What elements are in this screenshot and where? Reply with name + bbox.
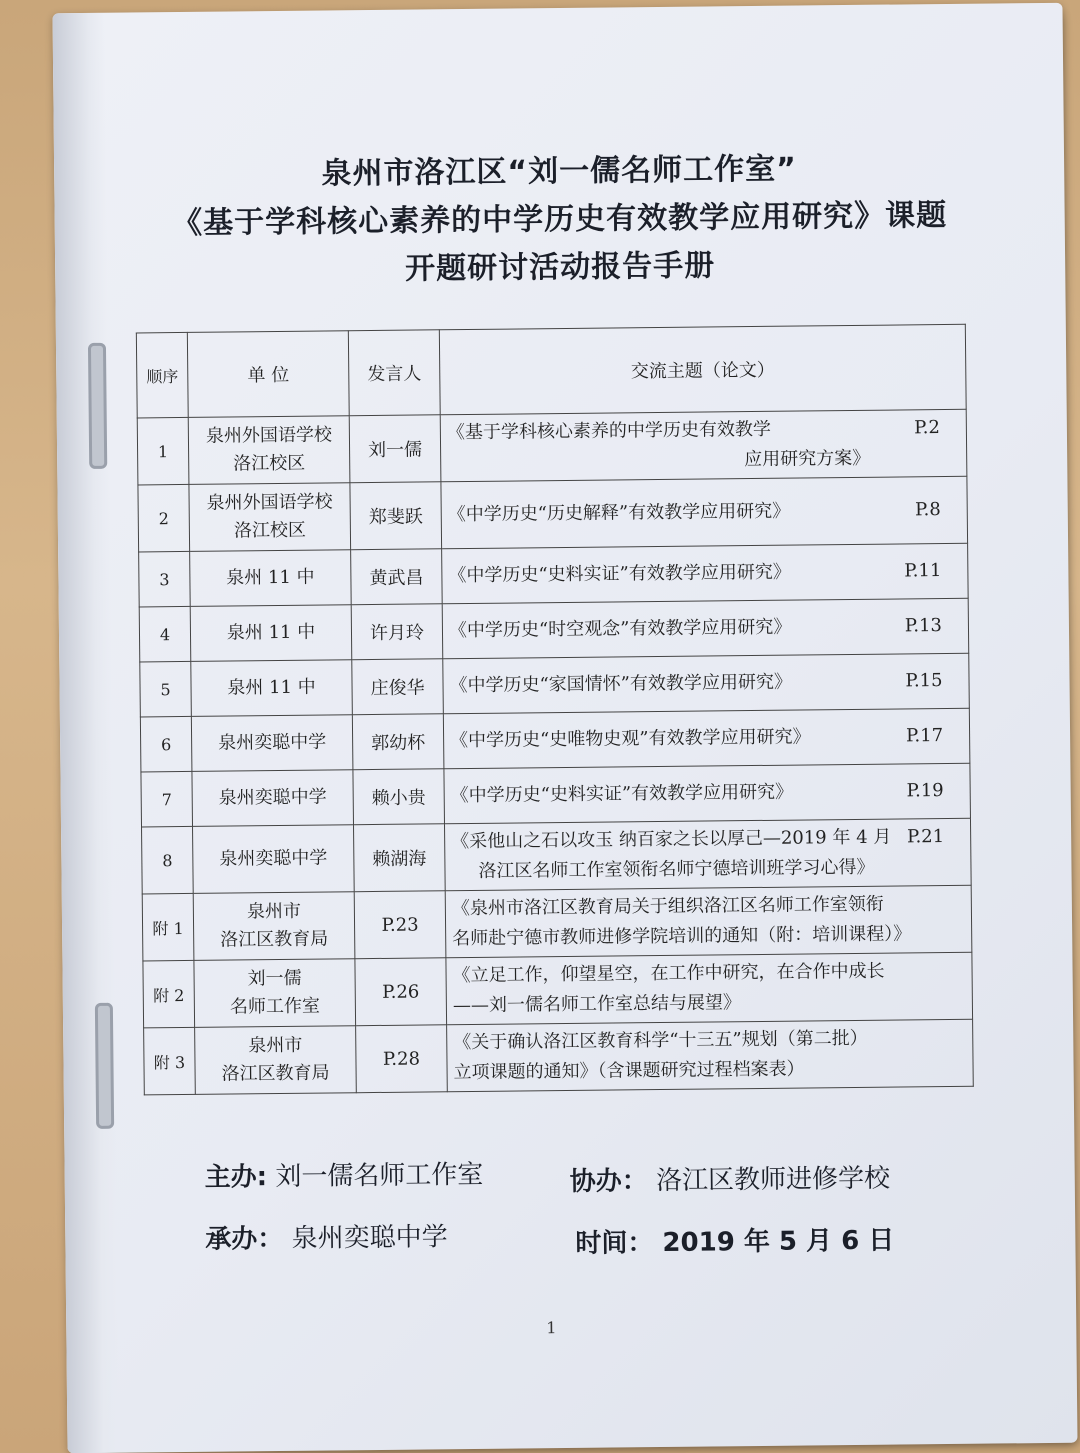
cell-topic — [440, 409, 967, 482]
unit-line-1: 泉州奕聪中学 — [218, 731, 327, 754]
page-number: 1 — [546, 1318, 557, 1338]
table-row — [143, 952, 973, 1028]
page-reference: P.17 — [905, 725, 944, 747]
unit-line-2: 洛江校区 — [233, 452, 306, 475]
page-reference: P.15 — [905, 670, 943, 692]
topic-line-1: 《中学历史“史唯物史观”有效教学应用研究》 — [450, 726, 811, 752]
host-line — [204, 1154, 483, 1194]
staple-bottom — [95, 1003, 114, 1129]
topic-line-2: 洛江区名师工作室领衔名师宁德培训班学习心得》 — [478, 856, 875, 882]
cell-topic — [446, 952, 973, 1025]
header-speaker: 发言人 — [348, 330, 440, 416]
cohost-line — [570, 1158, 891, 1198]
title-line-1: 泉州市洛江区“刘一儒名师工作室” — [321, 151, 798, 192]
cell-unit — [190, 550, 352, 607]
cohost-value: 洛江区教师进修学校 — [655, 1163, 891, 1197]
cell-unit — [193, 825, 355, 894]
page-reference: P.13 — [904, 615, 943, 637]
cell-topic — [441, 476, 968, 549]
title-line-3: 开题研讨活动报告手册 — [405, 248, 716, 287]
table-row — [142, 885, 972, 961]
cell-speaker: 庄俊华 — [352, 659, 444, 715]
cell-seq: 1 — [137, 417, 189, 485]
organizer-label: 承办： — [205, 1223, 284, 1255]
unit-line-2: 洛江区教育局 — [221, 1062, 330, 1085]
table-row — [138, 476, 968, 552]
page-reference: P.8 — [914, 499, 941, 521]
cell-unit — [191, 660, 353, 717]
cell-seq: 6 — [140, 716, 192, 772]
topic-line-1: 《中学历史“时空观念”有效教学应用研究》 — [448, 616, 792, 642]
cell-unit — [188, 416, 350, 485]
cell-speaker: P.28 — [356, 1025, 448, 1093]
cell-speaker: 赖湖海 — [354, 824, 446, 892]
cell-speaker: 许月玲 — [351, 604, 443, 660]
unit-line-1: 泉州市 — [246, 900, 302, 923]
table-row — [139, 598, 969, 662]
table-row — [137, 409, 967, 485]
cell-topic — [444, 818, 971, 891]
cell-speaker: 郑斐跃 — [350, 482, 442, 550]
cell-unit — [195, 1026, 357, 1095]
cell-speaker: 赖小贵 — [353, 769, 445, 825]
unit-line-1: 泉州 11 中 — [227, 676, 316, 699]
staple-top — [88, 343, 107, 469]
unit-line-2: 洛江校区 — [233, 519, 307, 542]
schedule-table-wrapper — [136, 324, 974, 1096]
header-topic: 交流主题（论文） — [439, 324, 966, 415]
cell-seq: 2 — [138, 484, 190, 552]
document-page — [52, 3, 1077, 1453]
title-line-2: 《基于学科核心素养的中学历史有效教学应用研究》课题 — [172, 197, 948, 242]
time-value: 2019 年 5 月 6 日 — [662, 1225, 895, 1259]
unit-line-1: 泉州奕聪中学 — [219, 847, 328, 870]
table-row — [142, 818, 972, 894]
cell-speaker: 郭幼杯 — [352, 714, 444, 770]
cell-topic — [443, 653, 970, 714]
footer — [64, 1148, 1074, 1259]
time-line — [575, 1220, 894, 1260]
cell-topic — [447, 1019, 974, 1092]
table-row — [144, 1019, 974, 1095]
cohost-label: 协办： — [569, 1166, 648, 1197]
unit-line-1: 泉州 11 中 — [226, 621, 316, 644]
topic-line-1: 《立足工作，仰望星空，在工作中研究，在合作中成长 — [452, 960, 885, 987]
topic-line-1: 《中学历史“史料实证”有效教学应用研究》 — [448, 561, 791, 587]
cell-seq: 8 — [142, 826, 194, 894]
host-value: 刘一儒名师工作室 — [275, 1159, 484, 1193]
cell-unit — [191, 715, 353, 772]
topic-line-1: 《泉州市洛江区教育局关于组织洛江区名师工作室领衔 — [451, 893, 884, 920]
cell-speaker: 刘一儒 — [349, 415, 441, 483]
unit-line-1: 泉州 11 中 — [226, 566, 315, 589]
topic-line-1: 《中学历史“历史解释”有效教学应用研究》 — [447, 500, 791, 526]
table-row — [141, 763, 971, 827]
time-label: 时间： — [575, 1228, 654, 1259]
header-seq: 顺序 — [136, 332, 188, 418]
topic-line-2: 应用研究方案》 — [744, 447, 871, 471]
cell-topic — [444, 763, 971, 824]
organizer-line — [205, 1216, 448, 1256]
page-reference: P.21 — [906, 826, 945, 848]
topic-line-2: ——刘一儒名师工作室总结与展望》 — [452, 992, 741, 1017]
cell-topic — [445, 885, 972, 958]
cell-topic — [442, 543, 969, 604]
cell-seq: 7 — [141, 771, 193, 827]
cell-seq: 附 2 — [143, 960, 195, 1028]
topic-line-1: 《基于学科核心素养的中学历史有效教学 — [446, 418, 771, 444]
cell-unit — [190, 605, 352, 662]
cell-seq: 附 1 — [142, 893, 194, 961]
cell-speaker: P.26 — [355, 958, 447, 1026]
table-row — [140, 653, 970, 717]
cell-unit — [189, 483, 351, 552]
table-row — [139, 543, 969, 607]
page-reference: P.11 — [904, 560, 942, 582]
unit-line-1: 泉州外国语学校 — [205, 424, 333, 447]
cell-unit — [194, 959, 356, 1028]
cell-topic — [443, 708, 970, 769]
unit-line-1: 泉州奕聪中学 — [218, 786, 327, 809]
cell-speaker: P.23 — [354, 891, 446, 959]
cell-unit — [193, 892, 355, 961]
header-unit: 单 位 — [187, 331, 349, 418]
table-row — [140, 708, 970, 772]
host-label: 主办: — [204, 1162, 268, 1193]
topic-line-1: 《中学历史“家国情怀”有效教学应用研究》 — [449, 671, 793, 697]
cell-topic — [442, 598, 969, 659]
unit-line-1: 刘一儒 — [247, 967, 302, 990]
topic-line-1: 《采他山之石以攻玉 纳百家之长以厚己—2019 年 4 月 — [451, 826, 892, 853]
page-reference: P.19 — [906, 780, 944, 802]
schedule-table — [136, 324, 974, 1096]
unit-line-1: 泉州市 — [248, 1034, 303, 1057]
organizer-value: 泉州奕聪中学 — [291, 1222, 448, 1254]
cell-seq: 5 — [140, 661, 192, 717]
cell-unit — [192, 770, 354, 827]
table-body — [137, 409, 973, 1095]
cell-seq: 附 3 — [144, 1027, 196, 1095]
cell-seq: 3 — [139, 551, 191, 607]
unit-line-2: 洛江区教育局 — [220, 928, 329, 951]
cell-seq: 4 — [139, 606, 191, 662]
table-header-row — [136, 324, 966, 418]
topic-line-1: 《关于确认洛江区教育科学“十三五”规划（第二批） — [453, 1027, 868, 1054]
topic-line-1: 《中学历史“史料实证”有效教学应用研究》 — [450, 781, 794, 807]
topic-line-2: 名师赴宁德市教师进修学院培训的通知（附：培训课程）》 — [452, 923, 912, 950]
unit-line-2: 名师工作室 — [229, 995, 321, 1018]
page-reference: P.2 — [914, 417, 940, 439]
title-block — [54, 143, 1065, 298]
unit-line-1: 泉州外国语学校 — [206, 491, 333, 514]
cell-speaker: 黄武昌 — [351, 549, 443, 605]
topic-line-2: 立项课题的通知》（含课题研究过程档案表） — [453, 1058, 805, 1084]
